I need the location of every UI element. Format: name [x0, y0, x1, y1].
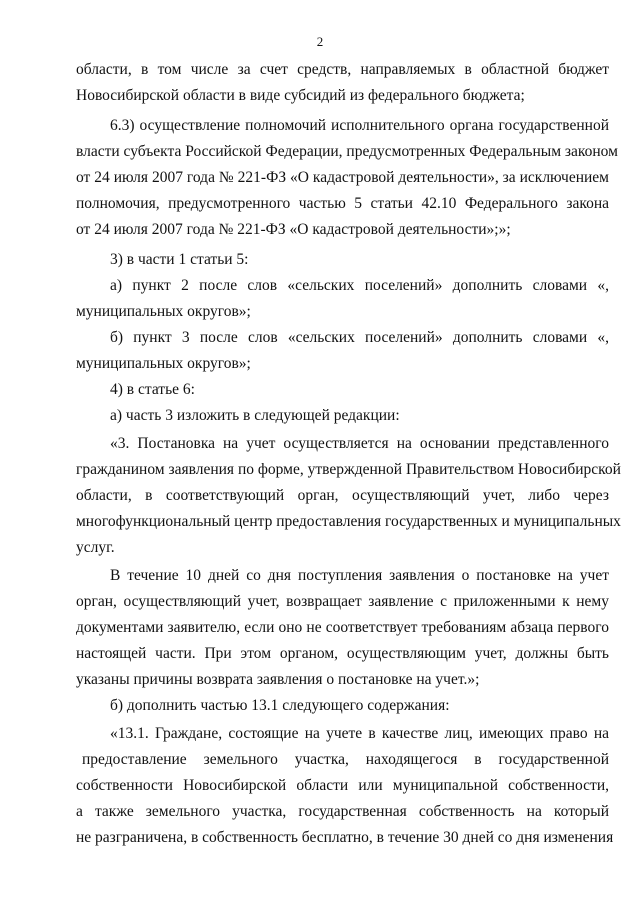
text-line: не разграничена, в собственность бесплатно, в течение 30 дней со дня изменения [76, 829, 614, 846]
text-line: полномочия, предусмотренного частью 5 статьи 42.10 Федерального закона [76, 195, 609, 212]
text-line: «13.1. Граждане, состоящие на учете в качестве лиц, имеющих право на [110, 725, 609, 742]
text-line: б) дополнить частью 13.1 следующего содержания: [110, 697, 450, 714]
text-line: а) часть 3 изложить в следующей редакции: [110, 407, 400, 424]
text-line: 6.3) осуществление полномочий исполнительного органа государственной [110, 117, 609, 134]
text-line: настоящей части. При этом органом, осуществляющим учет, должны быть [76, 645, 609, 662]
text-line: 3) в части 1 статьи 5: [110, 251, 249, 268]
text-line: муниципальных округов»; [76, 303, 251, 320]
text-line: от 24 июля 2007 года № 221-ФЗ «О кадастровой деятельности»;»; [76, 221, 511, 238]
text-line: указаны причины возврата заявления о постановке на учет.»; [76, 671, 480, 688]
text-line: 4) в статье 6: [110, 381, 195, 398]
text-line: муниципальных округов»; [76, 355, 251, 372]
text-line: области, в том числе за счет средств, направляемых в областной бюджет [76, 61, 609, 78]
text-line: от 24 июля 2007 года № 221-ФЗ «О кадастровой деятельности», за исключением [76, 169, 609, 186]
text-line: услуг. [76, 539, 115, 556]
text-line: области, в соответствующий орган, осуществляющий учет, либо через [76, 487, 609, 504]
text-line: б) пункт 3 после слов «сельских поселений» дополнить словами «, [110, 329, 609, 346]
text-line: многофункциональный центр предоставления государственных и муниципальных [76, 513, 621, 530]
text-line: гражданином заявления по форме, утвержденной Правительством Новосибирской [76, 461, 621, 478]
text-line: а) пункт 2 после слов «сельских поселений» дополнить словами «, [110, 277, 609, 294]
text-line: «3. Постановка на учет осуществляется на основании представленного [110, 435, 609, 452]
text-line: В течение 10 дней со дня поступления заявления о постановке на учет [110, 567, 609, 584]
text-line: а также земельного участка, государственная собственность на который [76, 803, 609, 820]
text-line: собственности Новосибирской области или муниципальной собственности, [76, 777, 609, 794]
text-line: власти субъекта Российской Федерации, предусмотренных Федеральным законом [76, 143, 618, 160]
text-line: орган, осуществляющий учет, возвращает заявление с приложенными к нему [76, 593, 609, 610]
page-number: 2 [316, 34, 324, 49]
text-line: Новосибирской области в виде субсидий из федерального бюджета; [76, 87, 525, 104]
text-line: документами заявителю, если оно не соответствует требованиям абзаца первого [76, 619, 609, 636]
text-line: предоставление земельного участка, находящегося в государственной [82, 751, 609, 768]
